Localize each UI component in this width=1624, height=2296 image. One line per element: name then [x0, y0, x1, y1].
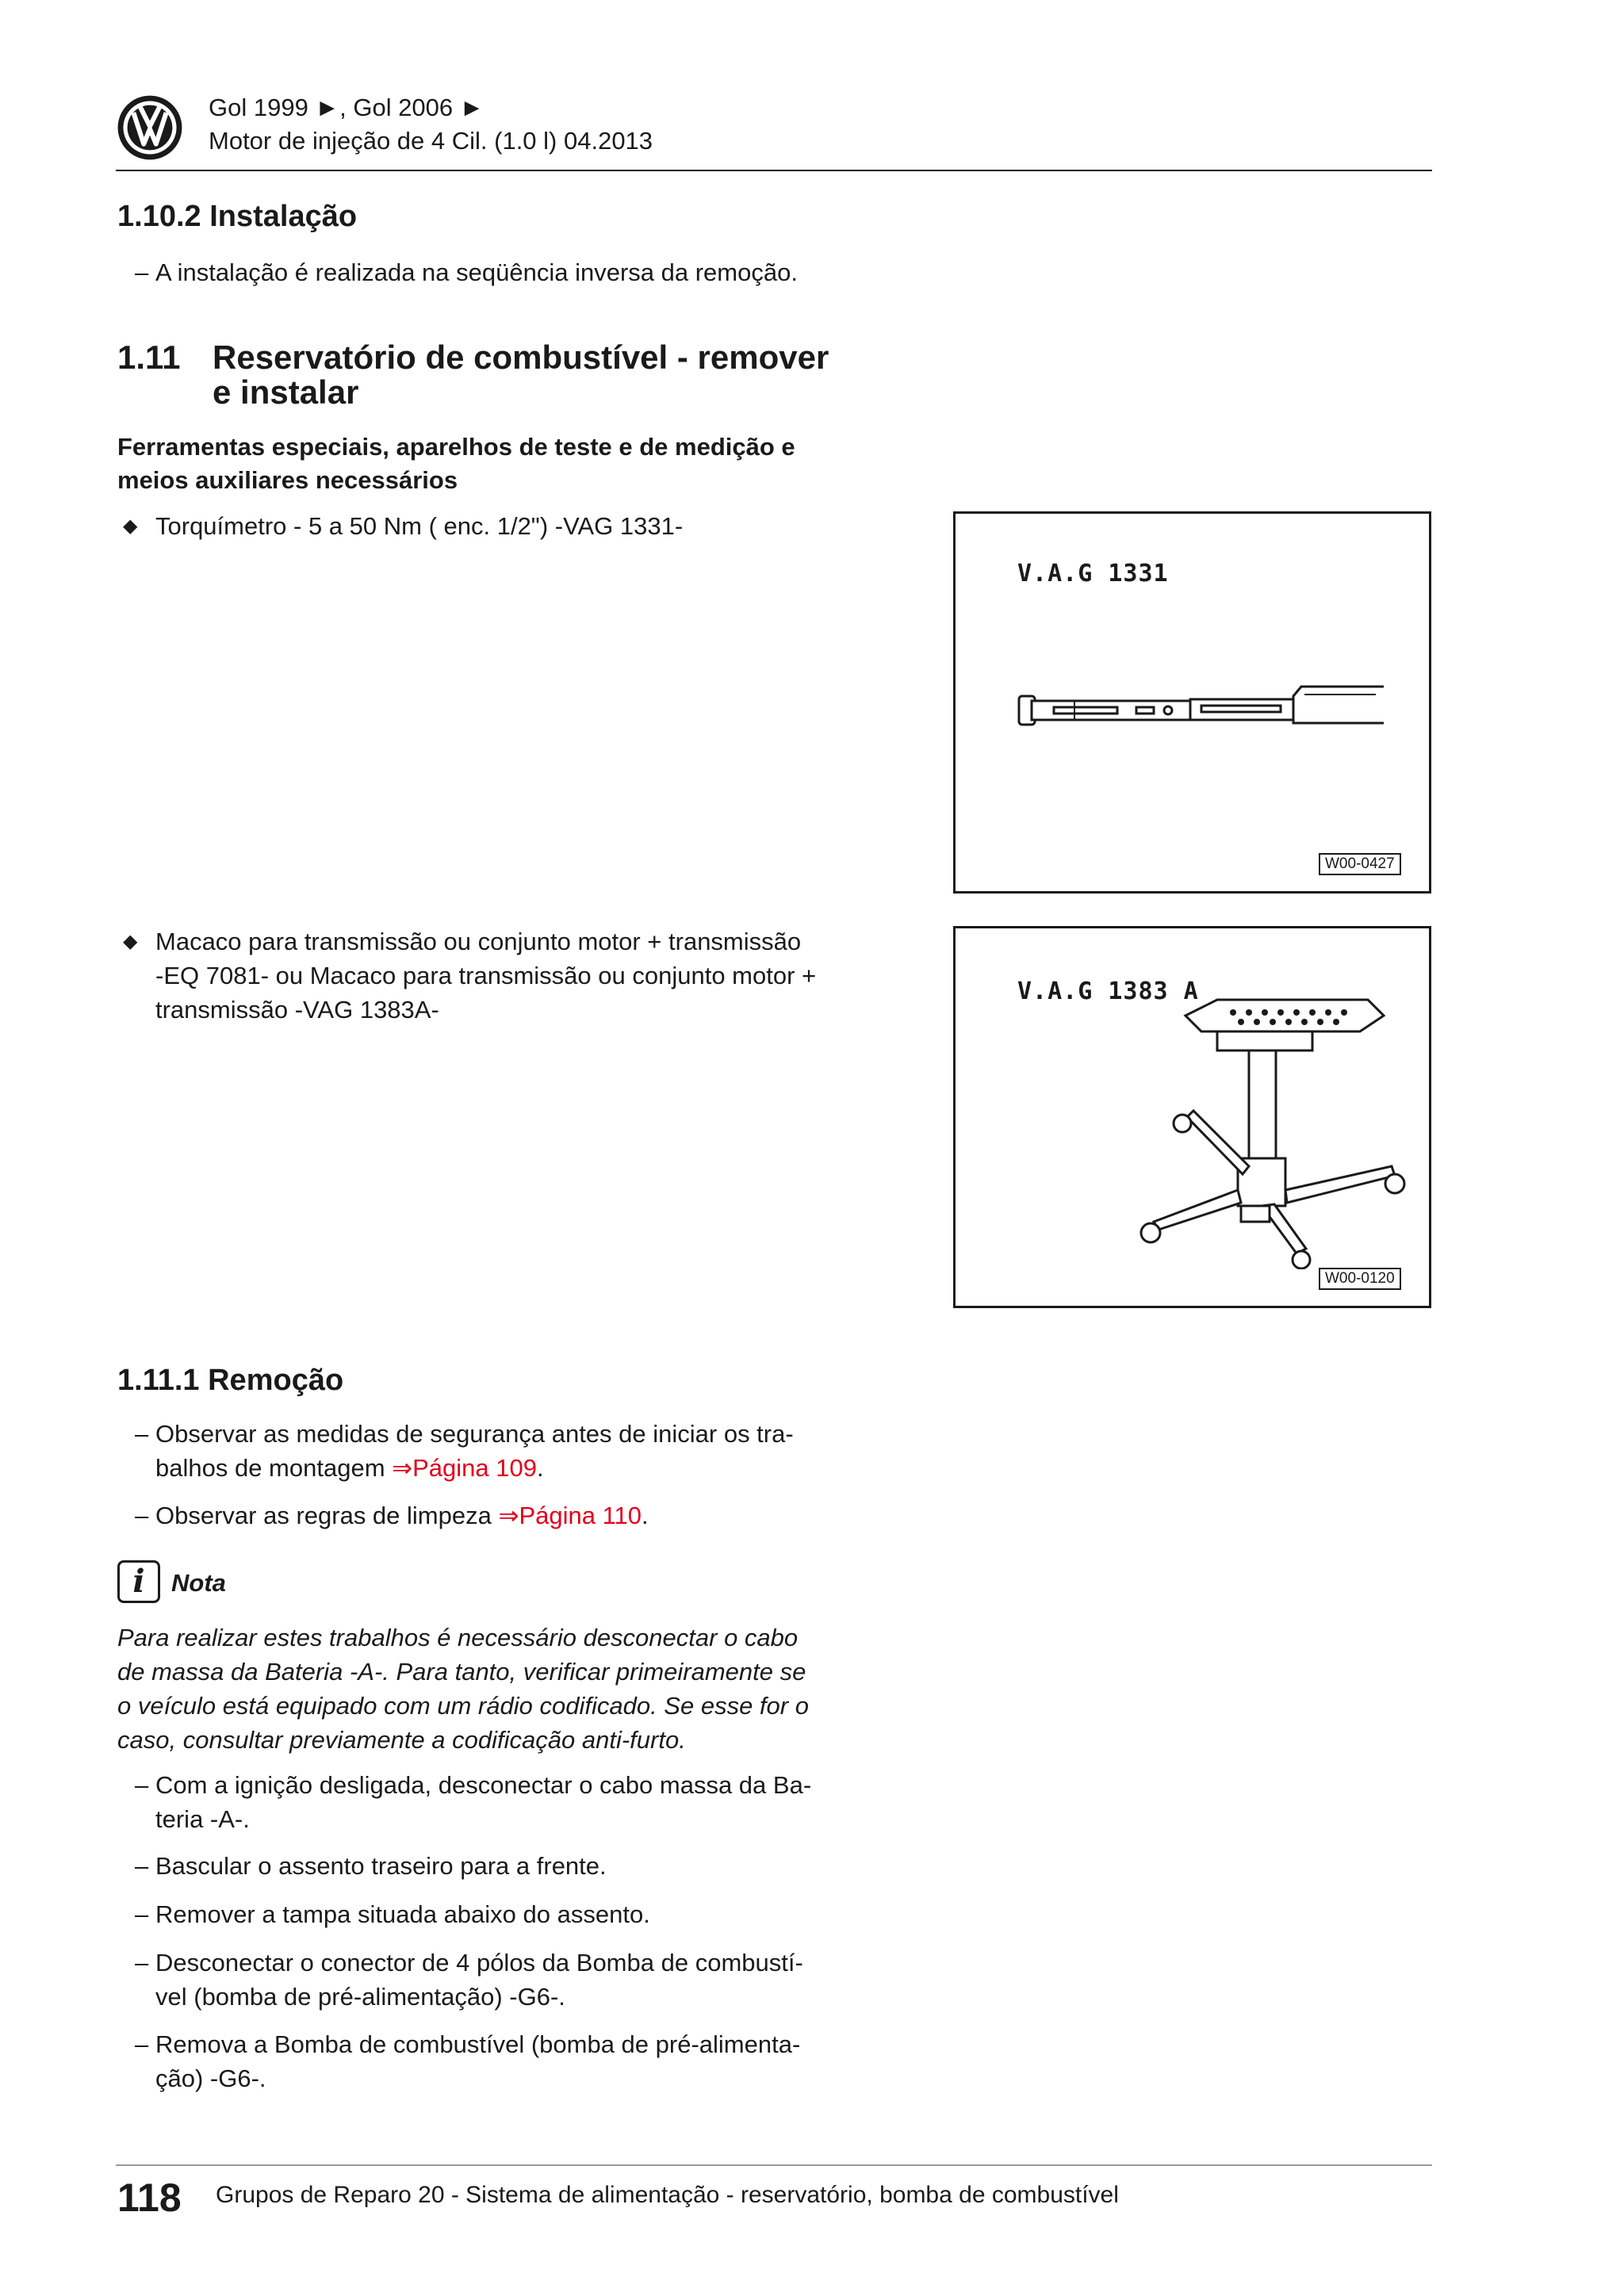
note-line: o veículo está equipado com um rádio codificado. Se esse for o [117, 1692, 809, 1720]
tool-item-jack-line2: -EQ 7081- ou Macaco para transmissão ou conjunto motor + [155, 962, 817, 989]
tools-heading-line1: Ferramentas especiais, aparelhos de teste e de medição e [117, 433, 795, 461]
step-text: A instalação é realizada na seqüência inversa da remoção. [155, 258, 798, 286]
footer-divider [116, 2164, 1432, 2166]
section-title-remocao: 1.11.1 Remoção [117, 1364, 344, 1397]
dash-bullet: – [135, 2030, 149, 2058]
tool-item-torque-wrench: Torquímetro - 5 a 50 Nm ( enc. 1/2") -VAG 1331- [155, 512, 684, 540]
figure-transmission-jack [953, 926, 1431, 1308]
tool-item-jack-line1: Macaco para transmissão ou conjunto motor + transmissão [155, 928, 802, 955]
header-model-line: Gol 1999 ►, Gol 2006 ► [209, 94, 485, 121]
tool-item-jack-line3: transmissão -VAG 1383A- [155, 996, 439, 1024]
vw-logo-icon [116, 94, 184, 162]
figure-torque-wrench [953, 511, 1431, 894]
link-page-110[interactable]: Página 110 [519, 1502, 642, 1529]
note-line: Para realizar estes trabalhos é necessário desconectar o cabo [117, 1624, 799, 1651]
figure-title: V.A.G 1383 A [1017, 978, 1199, 1005]
diamond-bullet-icon: ◆ [123, 931, 138, 952]
dash-bullet: – [135, 1502, 149, 1529]
header-engine-line: Motor de injeção de 4 Cil. (1.0 l) 04.2013 [209, 127, 653, 155]
dash-bullet: – [135, 258, 149, 286]
footer-chapter: Grupos de Reparo 20 - Sistema de alimentação - reservatório, bomba de combustível [216, 2182, 1119, 2208]
dash-bullet: – [135, 1771, 149, 1799]
info-glyph: i [132, 1563, 145, 1600]
dash-bullet: – [135, 1852, 149, 1880]
step-cleaning-text: Observar as regras de limpeza [155, 1502, 499, 1529]
note-label: Nota [171, 1569, 226, 1597]
step-line: Com a ignição desligada, desconectar o cabo massa da Ba- [155, 1771, 812, 1799]
dash-bullet: – [135, 1949, 149, 1976]
figure-title: V.A.G 1331 [1017, 560, 1169, 587]
step-line: Remover a tampa situada abaixo do assento. [155, 1900, 650, 1928]
section-title-line1: Reservatório de combustível - remover [213, 339, 829, 376]
step-line: Bascular o assento traseiro para a frente. [155, 1852, 607, 1880]
period: . [642, 1502, 649, 1529]
section-number: 1.11 [117, 339, 181, 376]
figure-code: W00-0120 [1319, 1268, 1401, 1290]
note-line: caso, consultar previamente a codificação anti-furto. [117, 1726, 686, 1754]
header-divider [116, 170, 1432, 171]
link-page-109[interactable]: Página 109 [412, 1454, 537, 1482]
figure-code: W00-0427 [1319, 853, 1401, 875]
info-icon [117, 1560, 160, 1603]
diamond-bullet-icon: ◆ [123, 515, 138, 537]
step-safety-text: balhos de montagem [155, 1454, 393, 1482]
note-line: de massa da Bateria -A-. Para tanto, verificar primeiramente se [117, 1658, 806, 1686]
step-safety-line2 [155, 1451, 544, 1485]
transmission-jack-icon [1098, 968, 1431, 1269]
page-number: 118 [117, 2175, 182, 2220]
section-title-line2: e instalar [213, 373, 359, 411]
step-safety-line1: Observar as medidas de segurança antes de iniciar os tra- [155, 1420, 794, 1448]
period: . [537, 1454, 544, 1482]
section-title-instalacao: 1.10.2 Instalação [117, 200, 358, 233]
dash-bullet: – [135, 1900, 149, 1928]
torque-wrench-icon [1003, 672, 1384, 767]
step-line: teria -A-. [155, 1805, 250, 1833]
step-line: vel (bomba de pré-alimentação) -G6-. [155, 1983, 565, 2011]
step-line: Remova a Bomba de combustível (bomba de pré-alimenta- [155, 2030, 801, 2058]
tools-heading-line2: meios auxiliares necessários [117, 466, 458, 494]
dash-bullet: – [135, 1420, 149, 1448]
arrow-icon: ⇒ [392, 1454, 413, 1482]
step-cleaning [155, 1498, 649, 1533]
arrow-icon: ⇒ [498, 1502, 519, 1529]
step-line: ção) -G6-. [155, 2064, 266, 2092]
step-line: Desconectar o conector de 4 pólos da Bomba de combustí- [155, 1949, 803, 1976]
